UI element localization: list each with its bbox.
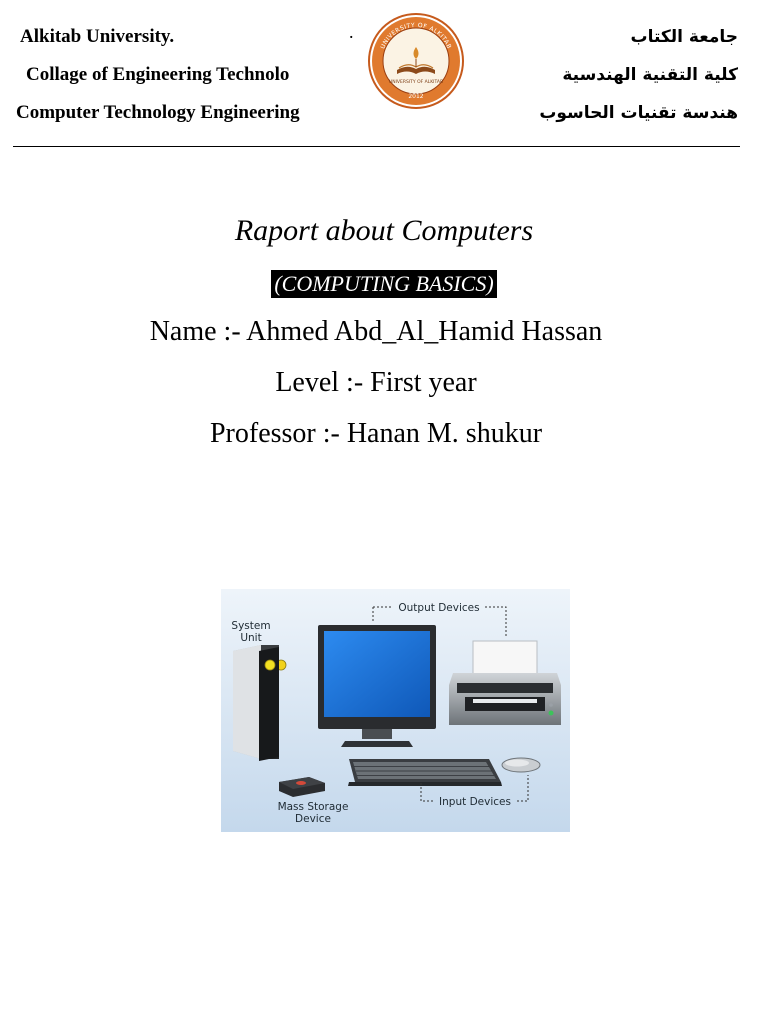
label-system-unit-line2: Unit bbox=[240, 632, 262, 644]
student-level: Level :- First year bbox=[275, 367, 477, 398]
college-name-ar: كلية التقنية الهندسية bbox=[562, 65, 738, 85]
university-name-en: Alkitab University. bbox=[20, 26, 175, 47]
label-output-devices: Output Devices bbox=[398, 602, 480, 614]
seal-ring-text: UNIVERSITY OF ALKITAB bbox=[379, 21, 453, 51]
system-unit-icon bbox=[233, 645, 286, 761]
label-input-devices: Input Devices bbox=[439, 796, 511, 808]
seal-logo-icon bbox=[367, 12, 465, 110]
seal-bottom-text: UNIVERSITY OF ALKITAB bbox=[388, 80, 444, 85]
student-name: Name :- Ahmed Abd_Al_Hamid Hassan bbox=[149, 316, 603, 347]
college-name-en: Collage of Engineering Technolo bbox=[26, 64, 290, 85]
mouse-icon bbox=[502, 758, 540, 772]
header-left bbox=[16, 18, 366, 132]
university-seal bbox=[367, 12, 465, 110]
report-subtitle: (COMPUTING BASICS) bbox=[271, 270, 496, 298]
department-name-ar: هندسة تقنيات الحاسوب bbox=[539, 103, 738, 123]
keyboard-icon bbox=[348, 759, 502, 786]
header-divider bbox=[13, 146, 740, 147]
label-mass-storage-line1: Mass Storage bbox=[277, 801, 349, 813]
department-name-en: Computer Technology Engineering bbox=[16, 102, 300, 123]
seal-year: 2012 bbox=[408, 93, 424, 100]
monitor-icon bbox=[318, 625, 436, 747]
university-name-ar: جامعة الكتاب bbox=[630, 27, 738, 47]
label-mass-storage-line2: Device bbox=[295, 813, 331, 825]
header-right bbox=[518, 18, 738, 132]
label-system-unit-line1: System bbox=[231, 620, 271, 632]
header-dot: . bbox=[349, 22, 354, 42]
professor-name: Professor :- Hanan M. shukur bbox=[209, 418, 543, 449]
report-title: Raport about Computers bbox=[234, 214, 534, 247]
computer-components-figure bbox=[221, 589, 570, 832]
subtitle-wrap bbox=[0, 270, 768, 298]
